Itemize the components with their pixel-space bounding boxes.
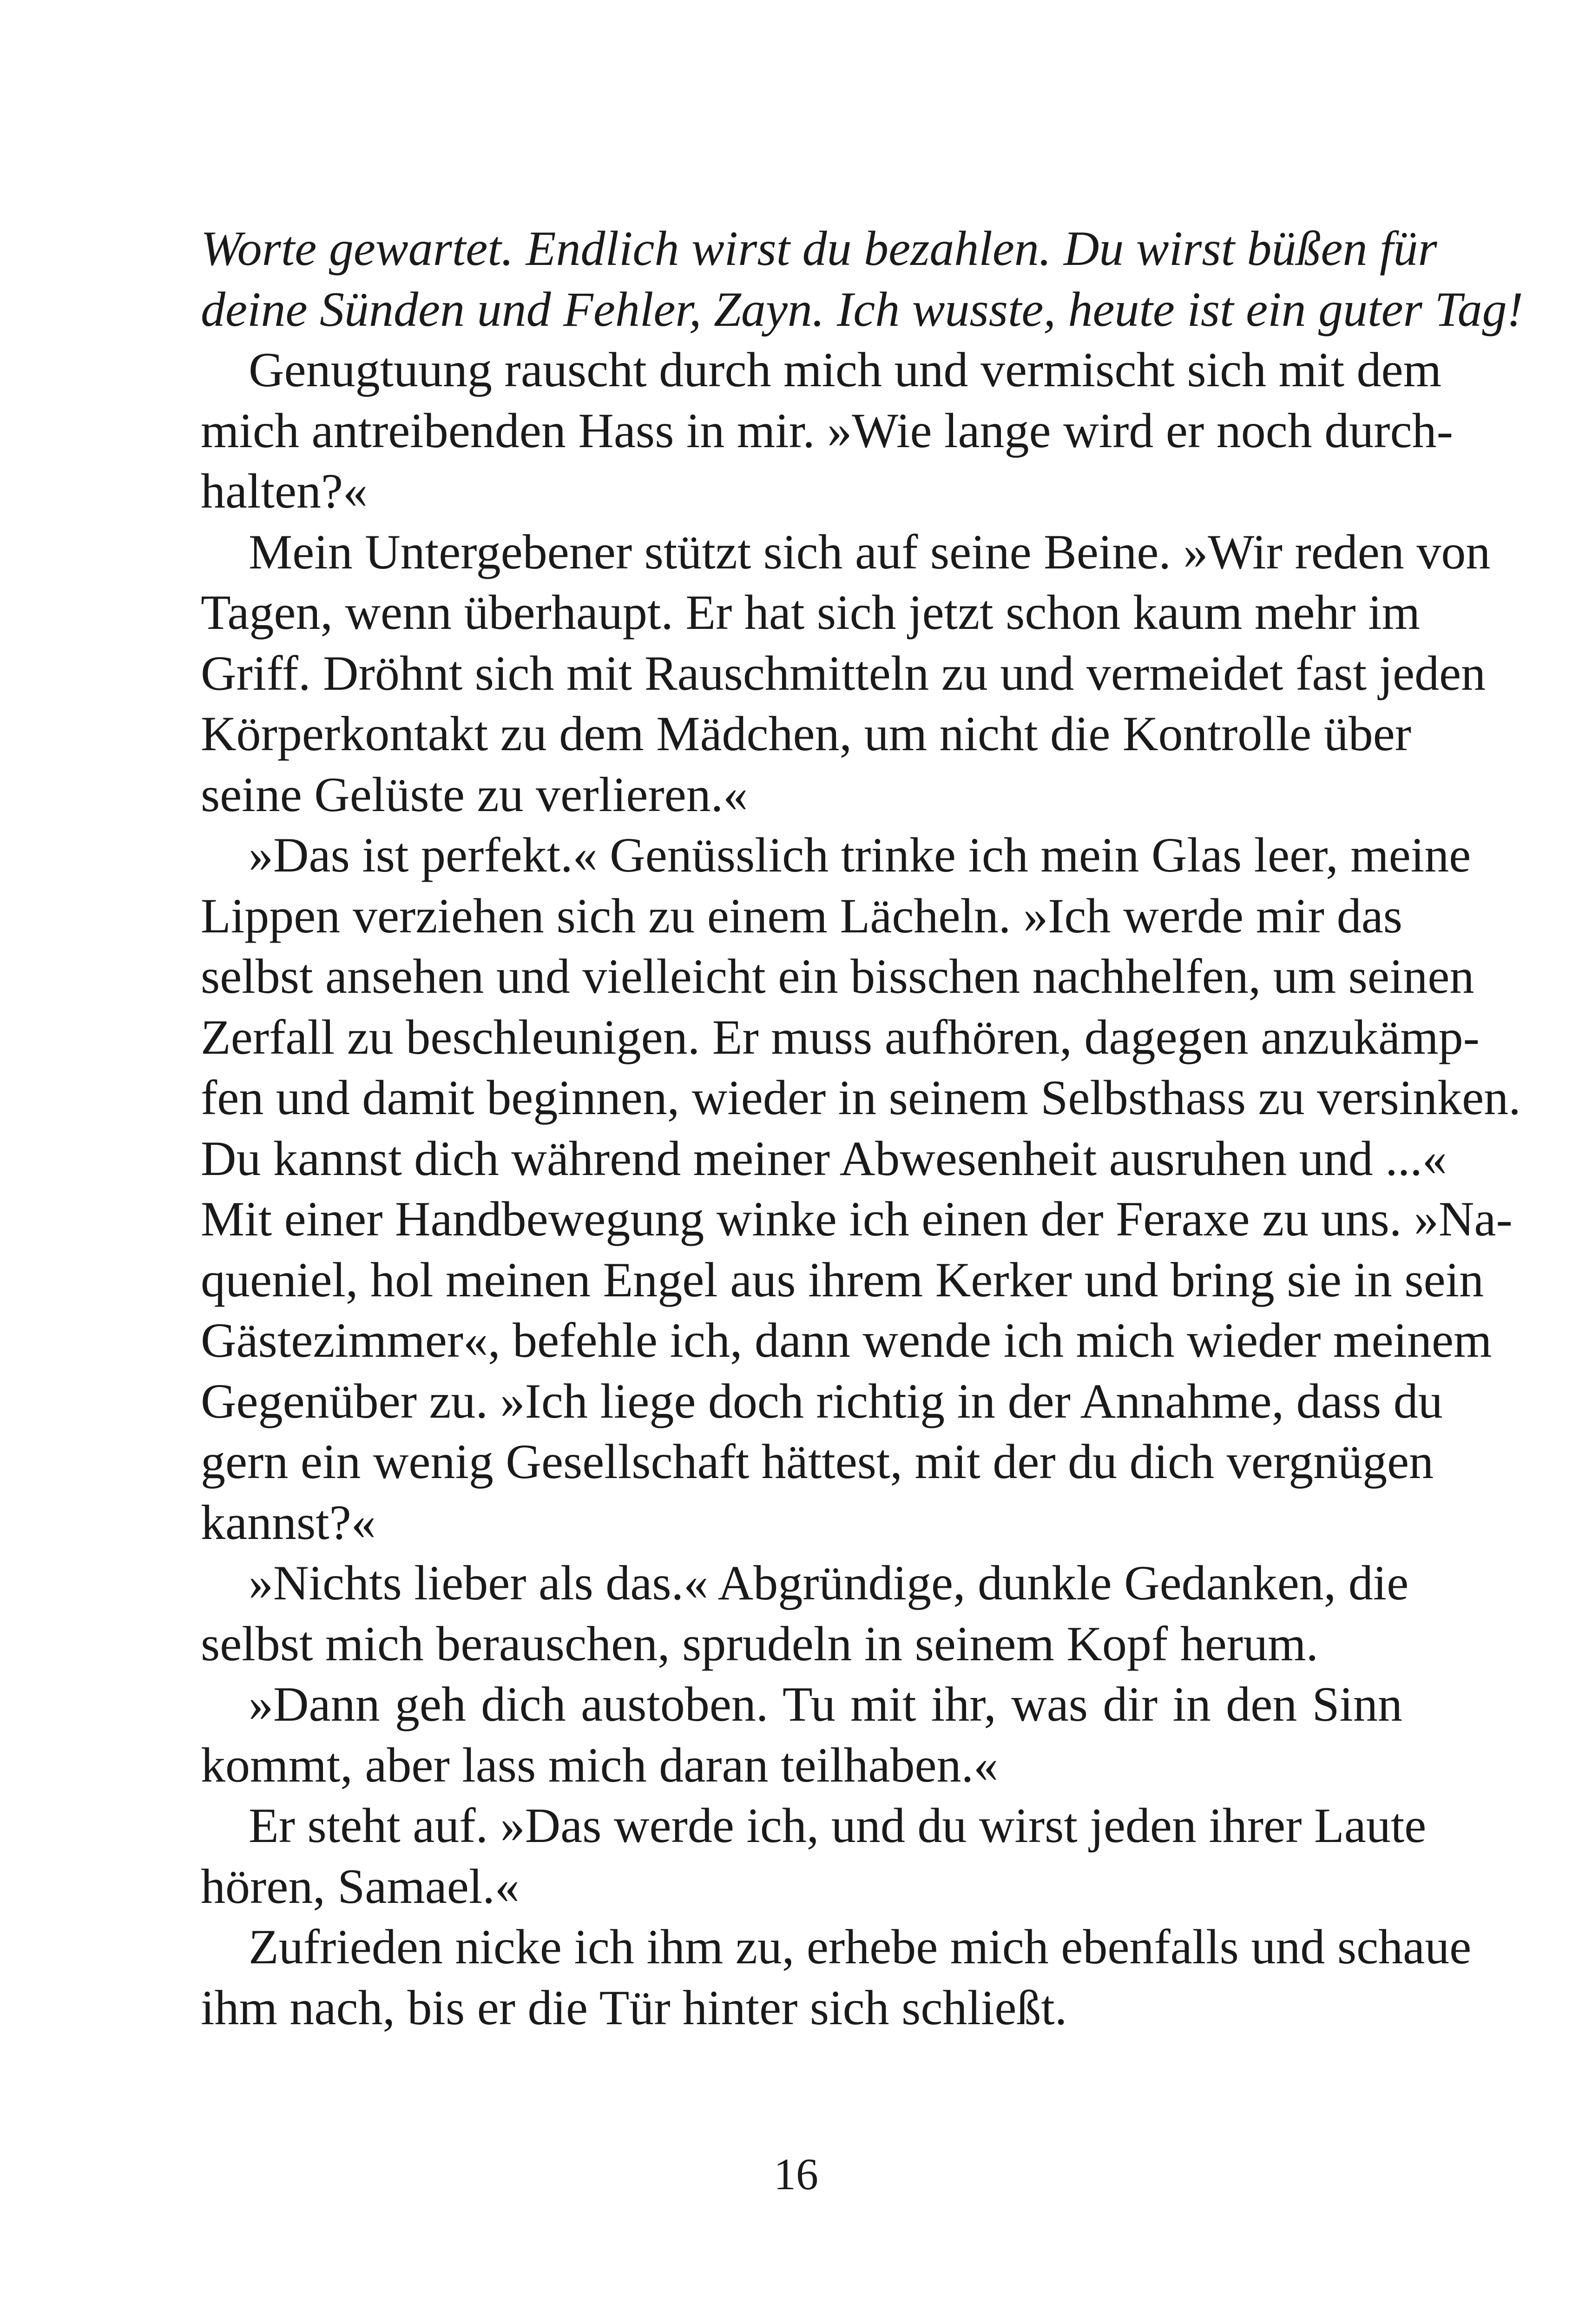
text-line: hören, Samael.« [201, 1859, 520, 1914]
text-line: queniel, hol meinen Engel aus ihrem Kerker und bring sie in sein [201, 1252, 1484, 1307]
text-line: Du kannst dich während meiner Abwesenheit ausruhen und ...« [201, 1131, 1447, 1186]
text-line: Zufrieden nicke ich ihm zu, erhebe mich ebenfalls und schaue [249, 1920, 1472, 1974]
text-line: gern ein wenig Gesellschaft hättest, mit der du dich vergnügen [201, 1434, 1434, 1489]
text-line: selbst mich berauschen, sprudeln in seinem Kopf herum. [201, 1616, 1319, 1671]
text-line: Körperkontakt zu dem Mädchen, um nicht die Kontrolle über [201, 706, 1412, 761]
body-text [201, 218, 1523, 2038]
text-line: Worte gewartet. Endlich wirst du bezahlen. Du wirst büßen für [201, 221, 1437, 276]
text-line: kannst?« [201, 1495, 376, 1550]
text-line: »Das ist perfekt.« Genüsslich trinke ich mein Glas leer, meine [249, 828, 1471, 882]
text-line: Genugtuung rauscht durch mich und vermischt sich mit dem [249, 343, 1442, 397]
text-line: selbst ansehen und vielleicht ein bisschen nachhelfen, um seinen [201, 949, 1474, 1004]
text-line: »Nichts lieber als das.« Abgründige, dunkle Gedanken, die [249, 1556, 1409, 1610]
text-line: Griff. Dröhnt sich mit Rauschmitteln zu und vermeidet fast jeden [201, 646, 1486, 700]
text-line: seine Gelüste zu verlieren.« [201, 767, 748, 822]
text-line: Gästezimmer«, befehle ich, dann wende ich mich wieder meinem [201, 1313, 1492, 1367]
text-line: »Dann geh dich austoben. Tu mit ihr, was dir in den Sinn [249, 1677, 1402, 1731]
text-line: Lippen verziehen sich zu einem Lächeln. »Ich werde mir das [201, 888, 1402, 943]
text-line: deine Sünden und Fehler, Zayn. Ich wusste, heute ist ein guter Tag! [201, 282, 1523, 337]
text-line: halten?« [201, 464, 368, 518]
text-line: Er steht auf. »Das werde ich, und du wirst jeden ihrer Laute [249, 1798, 1427, 1853]
text-line: kommt, aber lass mich daran teilhaben.« [201, 1737, 999, 1792]
page-number: 16 [774, 2149, 818, 2199]
text-line: mich antreibenden Hass in mir. »Wie lange wird er noch durch- [201, 403, 1453, 458]
text-line: fen und damit beginnen, wieder in seinem Selbsthass zu versinken. [201, 1070, 1521, 1125]
text-line: Tagen, wenn überhaupt. Er hat sich jetzt schon kaum mehr im [201, 585, 1421, 640]
text-line: Zerfall zu beschleunigen. Er muss aufhören, dagegen anzukämp- [201, 1010, 1480, 1064]
text-line: ihm nach, bis er die Tür hinter sich schließt. [201, 1980, 1067, 2035]
text-line: Mein Untergebener stützt sich auf seine Beine. »Wir reden von [249, 524, 1491, 579]
text-line: Mit einer Handbewegung winke ich einen der Feraxe zu uns. »Na- [201, 1192, 1513, 1246]
text-line: Gegenüber zu. »Ich liege doch richtig in der Annahme, dass du [201, 1373, 1443, 1428]
